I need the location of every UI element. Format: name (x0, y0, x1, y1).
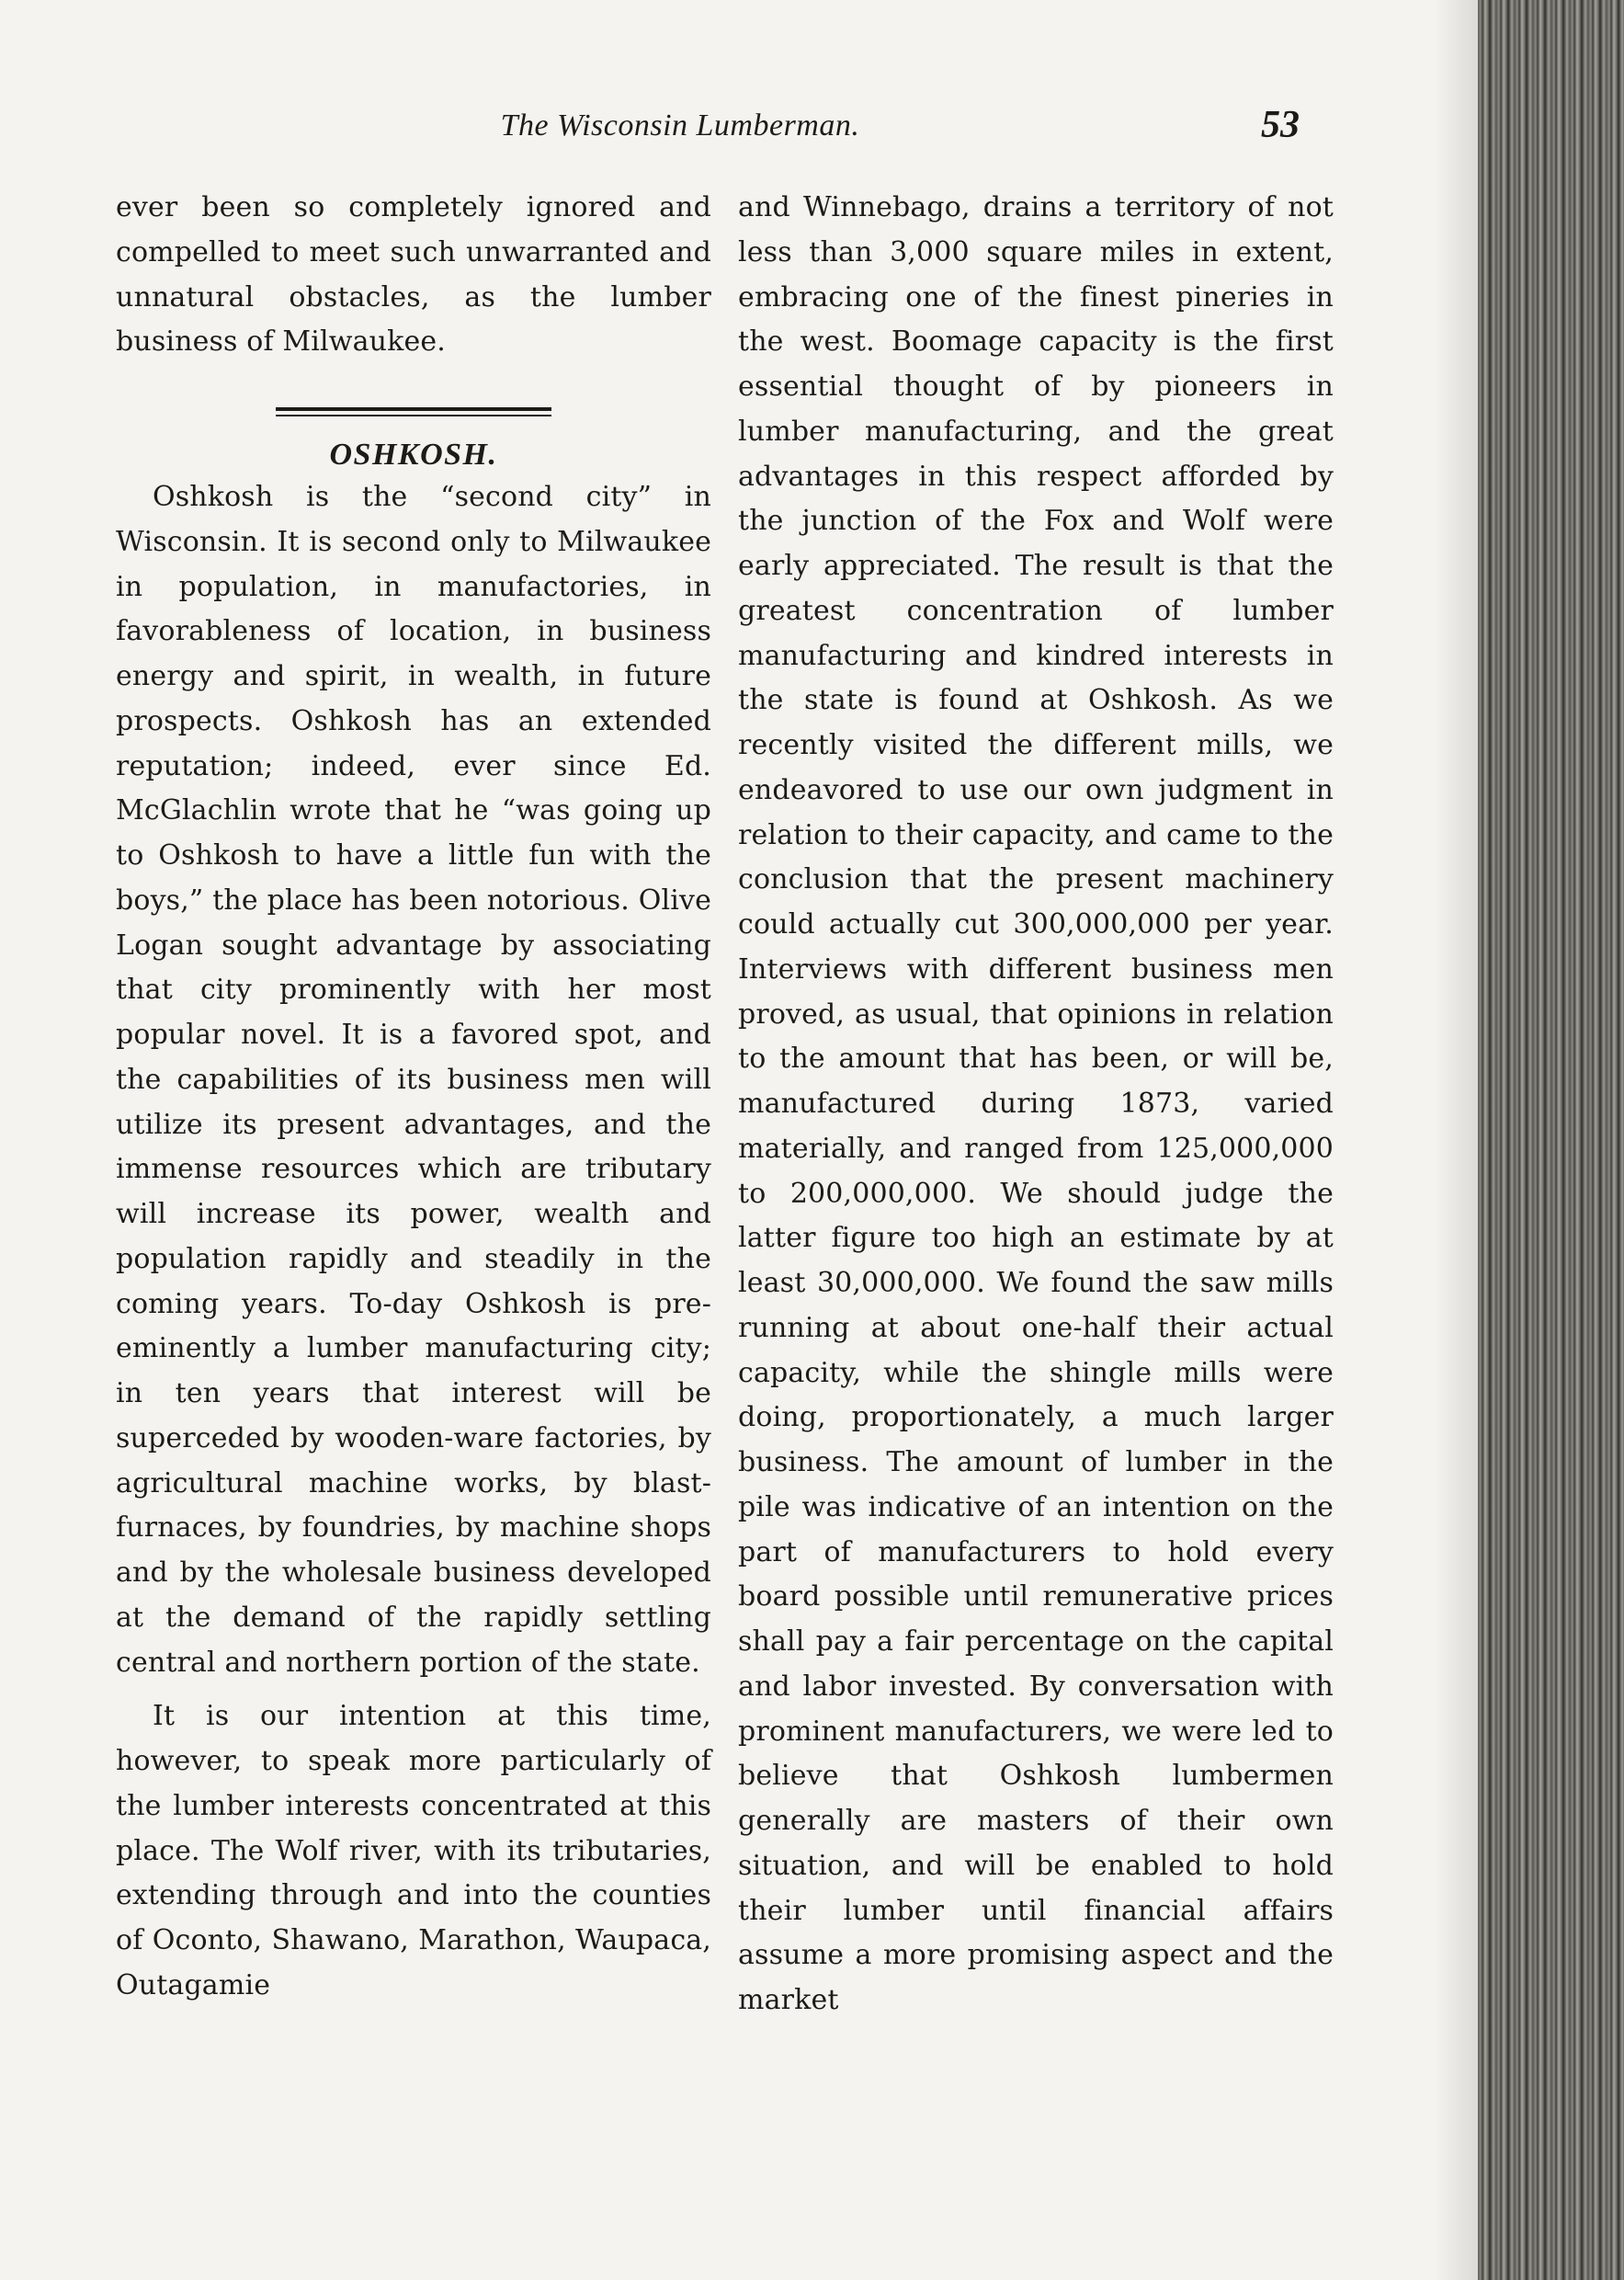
right-column (738, 186, 1334, 2024)
divider-thin-line (276, 415, 551, 416)
left-column (116, 186, 711, 2009)
divider-thick-line (276, 407, 551, 411)
article-paragraph-2: It is our intention at this time, however, to speak more particularly of the lumber interests concentrated at this place. The Wolf river, with its tributaries, extending through and into the counties of Oconto, Shawano, Marathon, Waupaca, Outagamie (116, 1700, 711, 2001)
article-paragraph-1: Oshkosh is the “second city” in Wisconsin. It is second only to Milwaukee in population, in manufactories, in favorableness of location, in business energy and spirit, in wealth, in future prospects. Oshkosh has an extended reputation; indeed, ever since Ed. McGlachlin wrote that he “was going up to Oshkosh to have a little fun with the boys,” the place has been notorious. Olive Logan sought advantage by associating that city prominently with her most popular novel. It is a favored spot, and the capabilities of its business men will utilize its present advantages, and the immense resources which are tributary will increase its power, wealth and population rapidly and steadily in the coming years. To-day Oshkosh is pre-eminently a lumber manufacturing city; in ten years that interest will be superceded by wooden-ware factories, by agricultural machine works, by blast-furnaces, by foundries, by machine shops and by the wholesale business developed at the demand of the rapidly settling central and northern portion of the state. (116, 481, 711, 1679)
running-head: The Wisconsin Lumberman. (500, 108, 860, 142)
continued-paragraph: ever been so completely ignored and compelled to meet such unwarranted and unnatural obstacles, as the lumber business of Milwaukee. (116, 191, 711, 359)
page-number: 53 (1261, 104, 1300, 146)
article-paragraph-continued: and Winnebago, drains a territory of not less than 3,000 square miles in extent, embracing one of the finest pineries in the west. Boomage capacity is the first essential thought of by pioneers in lumber manufacturing, and the great advantages in this respect afforded by the junction of the Fox and Wolf were early appreciated. The result is that the greatest concentration of lumber manufacturing and kindred interests in the state is found at Oshkosh. As we recently visited the different mills, we endeavored to use our own judgment in relation to their capacity, and came to the conclusion that the present machinery could actually cut 300,000,000 per year. Interviews with different business men proved, as usual, that opinions in relation to the amount that has been, or will be, manufactured during 1873, varied materially, and ranged from 125,000,000 to 200,000,000. We should judge the latter figure too high an estimate by at least 30,000,000. We found the saw mills running at about one-half their actual capacity, while the shingle mills were doing, proportionately, a much larger business. The amount of lumber in the pile was indicative of an intention on the part of manufacturers to hold every board possible until remunerative prices shall pay a fair percentage on the capital and labor invested. By conversation with prominent manufacturers, we were led to believe that Oshkosh lumbermen generally are masters of their own situation, and will be enabled to hold their lumber until financial affairs assume a more promising aspect and the market (738, 191, 1334, 2016)
section-title: OSHKOSH. (329, 438, 498, 472)
page-edge-shadow (1434, 0, 1478, 2280)
book-binding-edge (1478, 0, 1624, 2280)
section-divider (276, 407, 551, 416)
